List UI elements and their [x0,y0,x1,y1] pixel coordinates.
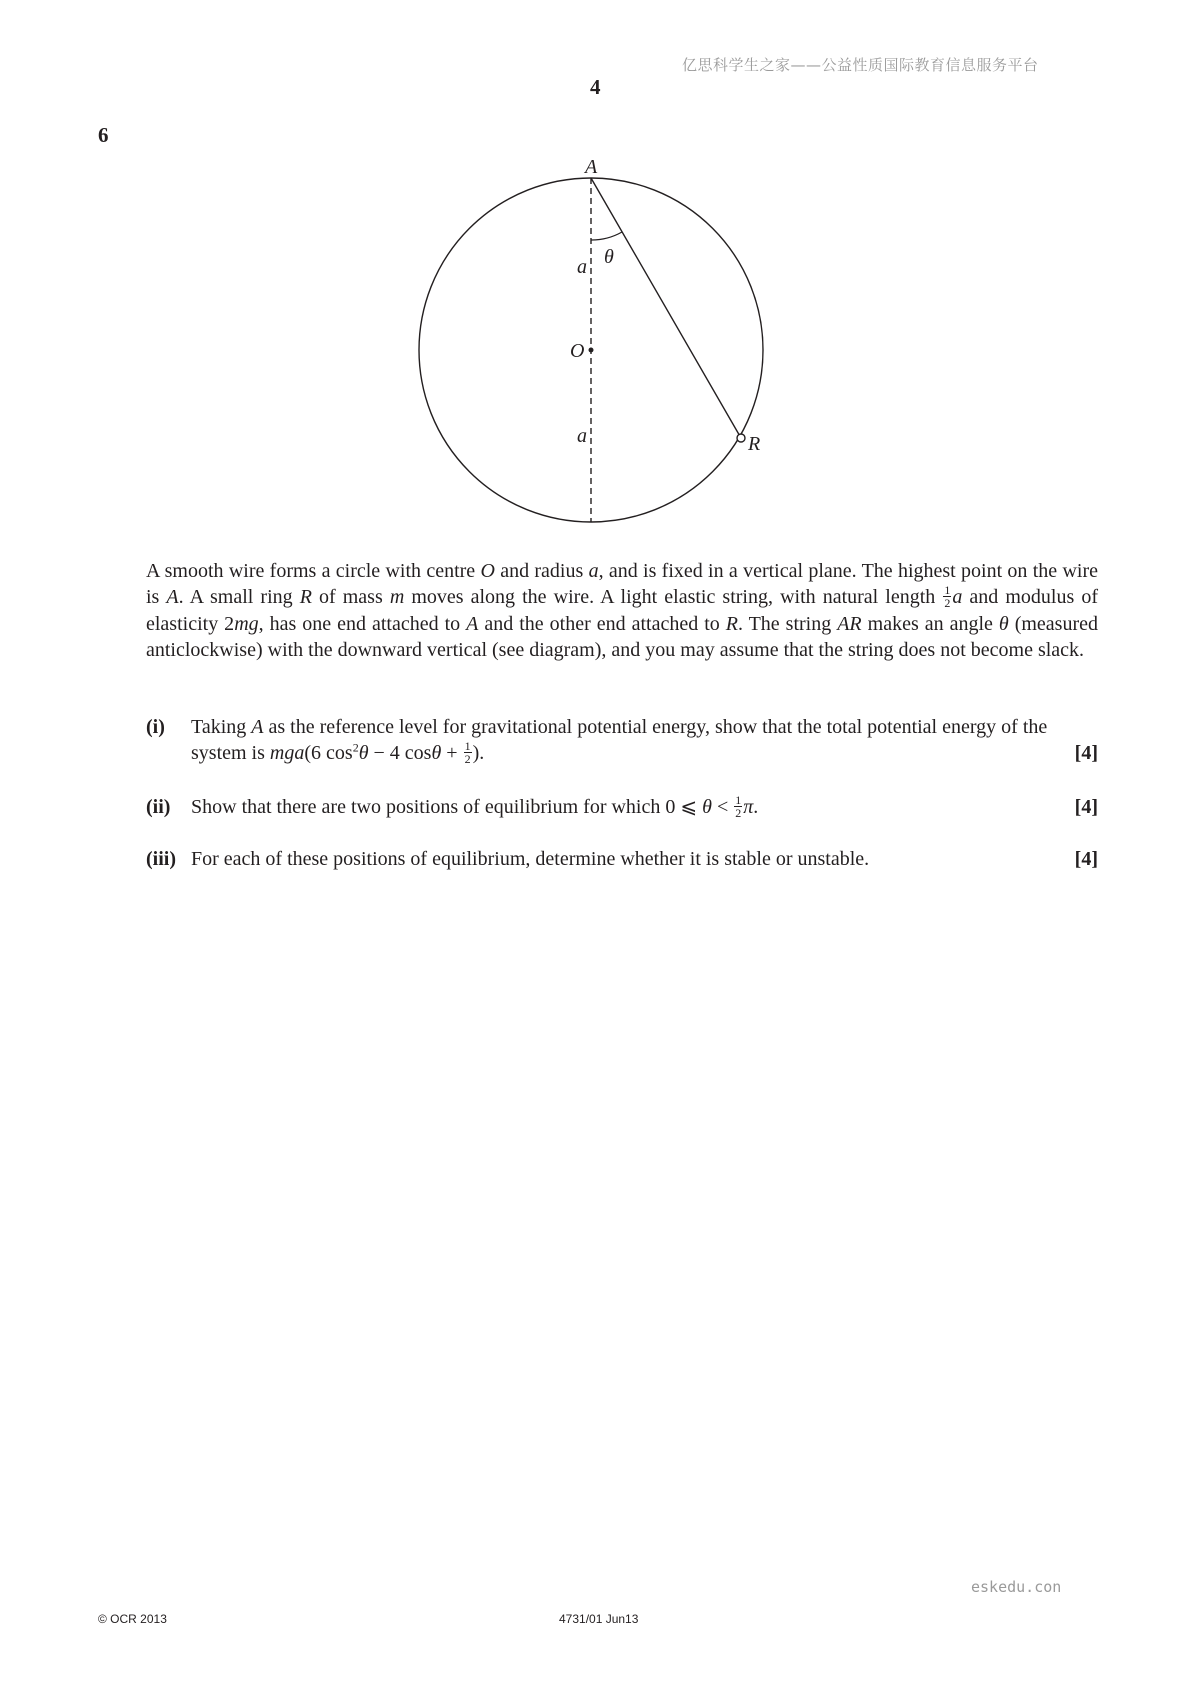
label-r-point: R [748,433,761,455]
part-label: (iii) [146,848,176,870]
part-text: Show that there are two positions of equilibrium for which 0 ⩽ θ < $\frac{1}{2}$ π. [191,792,759,820]
question-intro [146,558,1098,663]
label-o-point: O [570,340,585,362]
part-marks: [4] [1074,848,1098,870]
footer-paper-code: 4731/01 Jun13 [559,1612,639,1626]
angle-arc [591,232,622,240]
part-text: Taking A as the reference level for gravitational potential energy, show that the total potential energy of the system is mga(6 $\cos^2\theta - 4$ cosθ + $\frac{1}{2}$ ). [191,716,1048,766]
centre-point [589,348,594,353]
part-marks: [4] [1074,742,1098,764]
header-watermark: 亿思科学生之家——公益性质国际教育信息服务平台 [682,56,1039,74]
question-number: 6 [98,123,109,147]
part-text: For each of these positions of equilibrium, determine whether it is stable or unstable. [191,848,870,870]
part-label: (i) [146,716,165,738]
footer-copyright: © OCR 2013 [98,1612,167,1626]
label-radius-lower: a [577,425,587,447]
footer-watermark: eskedu.con [971,1578,1062,1596]
part-i [146,714,1098,766]
page-number: 4 [590,75,601,99]
label-a-point: A [585,156,598,178]
part-label: (ii) [146,796,171,818]
string-ar [591,178,741,438]
circle-diagram [400,148,780,533]
part-iii [146,846,1098,872]
fraction-half: $\frac{1}{2}$ [464,738,471,766]
fraction-half: $\frac{1}{2}$ [735,792,742,820]
intro-paragraph: A smooth wire forms a circle with centre O and radius a, and is fixed in a vertical plane. The highest point on the wire is A. A small ring R of mass m moves along the wire. A light elastic string, with natural length $\frac{1}{2}$ a and modulus of elasticity 2mg, has one end attached to A and the other end attached to R. The string AR makes an angle θ (measured anticlockwise) with the downward vertical (see diagram), and you may assume that the string does not become slack. [146,560,1099,661]
part-ii [146,794,1098,820]
label-radius-upper: a [577,256,587,278]
fraction-half: $\frac{1}{2}$ [944,582,951,610]
part-marks: [4] [1074,796,1098,818]
ring-r [737,434,745,442]
label-theta: θ [604,246,614,268]
